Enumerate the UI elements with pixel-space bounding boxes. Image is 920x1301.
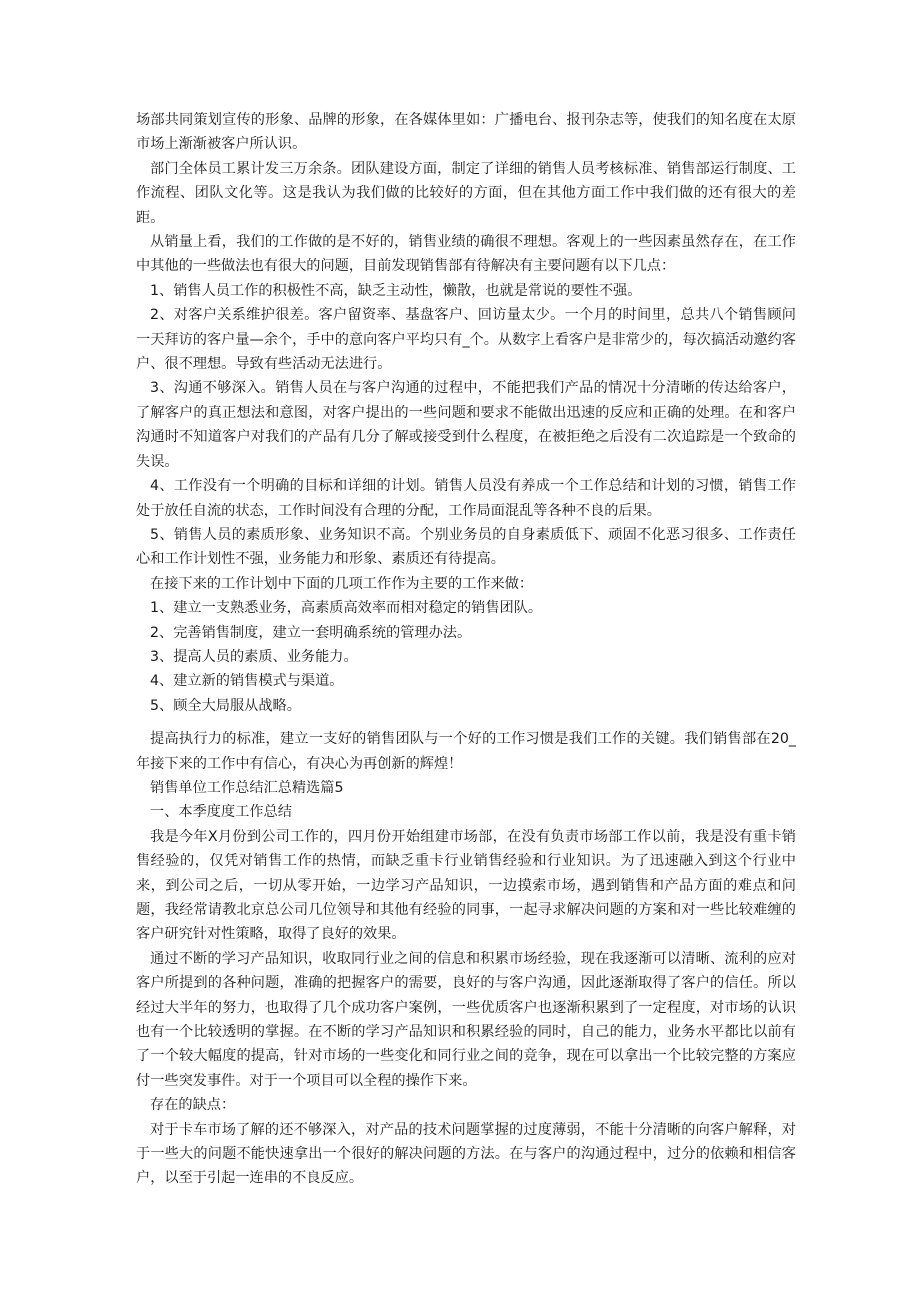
problem-item-1: 1、销售人员工作的积极性不高，缺乏主动性，懒散，也就是常说的要性不强。 [150, 282, 642, 299]
problem-item-3: 3、沟通不够深入。销售人员在与客户沟通的过程中，不能把我们产品的情况十分清晰的传达给客户，了解客户的真正想法和意图，对客户提出的一些问题和要求不能做出迅速的反应和正确的处理。在和客户沟通时不知道客户对我们的产品有几分了解或接受到什么程度，在被拒绝之后没有二次追踪是一个致命的失误。 [136, 380, 796, 470]
section-heading: 销售单位工作总结汇总精选篇5 [150, 779, 344, 796]
problem-item-5: 5、销售人员的素质形象、业务知识不高。个别业务员的自身素质低下、顽固不化恶习很多、工作责任心和工作计划性不强，业务能力和形象、素质还有待提高。 [136, 526, 796, 568]
paragraph-learning-progress: 通过不断的学习产品知识，收取同行业之间的信息和积累市场经验，现在我逐渐可以清晰、流利的应对客户所提到的各种问题，准确的把握客户的需要，良好的与客户沟通，因此逐渐取得了客户的信任。所以经过大半年的努力，也取得了几个成功客户案例，一些优质客户也逐渐积累到了一定程度，对市场的认识也有一个比较透明的掌握。在不断的学习产品知识和积累经验的同时，自己的能力，业务水平都比以前有了一个较大幅度的提高，针对市场的一些变化和同行业之间的竞争，现在可以拿出一个比较完整的方案应付一些突发事件。对于一个项目可以全程的操作下来。 [136, 950, 796, 1089]
paragraph-intro-experience: 我是今年X月份到公司工作的，四月份开始组建市场部，在没有负责市场部工作以前，我是没有重卡销售经验的，仅凭对销售工作的热情，而缺乏重卡行业销售经验和行业知识。为了迅速融入到这个行业中来，到公司之后，一切从零开始，一边学习产品知识，一边摸索市场，遇到销售和产品方面的难点和问题，我经常请教北京总公司几位领导和其他有经验的同事，一起寻求解决问题的方案和对一些比较难缠的客户研究针对性策略，取得了良好的效果。 [136, 828, 796, 943]
plan-item-1: 1、建立一支熟悉业务，高素质高效率而相对稳定的销售团队。 [150, 600, 543, 617]
paragraph-continuation: 场部共同策划宣传的形象、品牌的形象，在各媒体里如：广播电台、报刊杂志等，使我们的知名度在太原市场上渐渐被客户所认识。 [136, 112, 796, 153]
paragraph-conclusion: 提高执行力的标准，建立一支好的销售团队与一个好的工作习惯是我们工作的关键。我们销售部在20_年接下来的工作中有信心，有决心为再创新的辉煌！ [136, 731, 796, 772]
paragraph-sales-volume: 从销量上看，我们的工作做的是不好的，销售业绩的确很不理想。客观上的一些因素虽然存在，在工作中其他的一些做法也有很大的问题，目前发现销售部有待解决有主要问题有以下几点： [136, 234, 796, 275]
plan-item-3: 3、提高人员的素质、业务能力。 [150, 648, 358, 665]
plan-item-2: 2、完善销售制度，建立一套明确系统的管理办法。 [150, 624, 472, 641]
plan-item-5: 5、顾全大局服从战略。 [150, 697, 301, 714]
problem-item-4: 4、工作没有一个明确的目标和详细的计划。销售人员没有养成一个工作总结和计划的习惯，销售工作处于放任自流的状态，工作时间没有合理的分配，工作局面混乱等各种不良的后果。 [136, 478, 796, 519]
document-body [136, 108, 796, 1191]
shortcomings-heading: 存在的缺点： [150, 1097, 236, 1114]
plan-intro: 在接下来的工作计划中下面的几项工作作为主要的工作来做： [150, 575, 534, 592]
problem-item-2: 2、对客户关系维护很差。客户留资率、基盘客户、回访量太少。一个月的时间里，总共八个销售顾问一天拜访的客户量—余个，手中的意向客户平均只有_个。从数字上看客户是非常少的，每次搞活动邀约客户、很不理想。导致有些活动无法进行。 [136, 307, 796, 373]
subsection-heading: 一、本季度度工作总结 [150, 804, 292, 821]
paragraph-team-building: 部门全体员工累计发三万余条。团队建设方面，制定了详细的销售人员考核标准、销售部运行制度、工作流程、团队文化等。这是我认为我们做的比较好的方面，但在其他方面工作中我们做的还有很大的差距。 [136, 160, 796, 226]
plan-item-4: 4、建立新的销售模式与渠道。 [150, 673, 344, 690]
paragraph-shortcomings: 对于卡车市场了解的还不够深入，对产品的技术问题掌握的过度薄弱，不能十分清晰的向客户解释，对于一些大的问题不能快速拿出一个很好的解决问题的方法。在与客户的沟通过程中，过分的依赖和相信客户，以至于引起一连串的不良反应。 [136, 1121, 796, 1187]
